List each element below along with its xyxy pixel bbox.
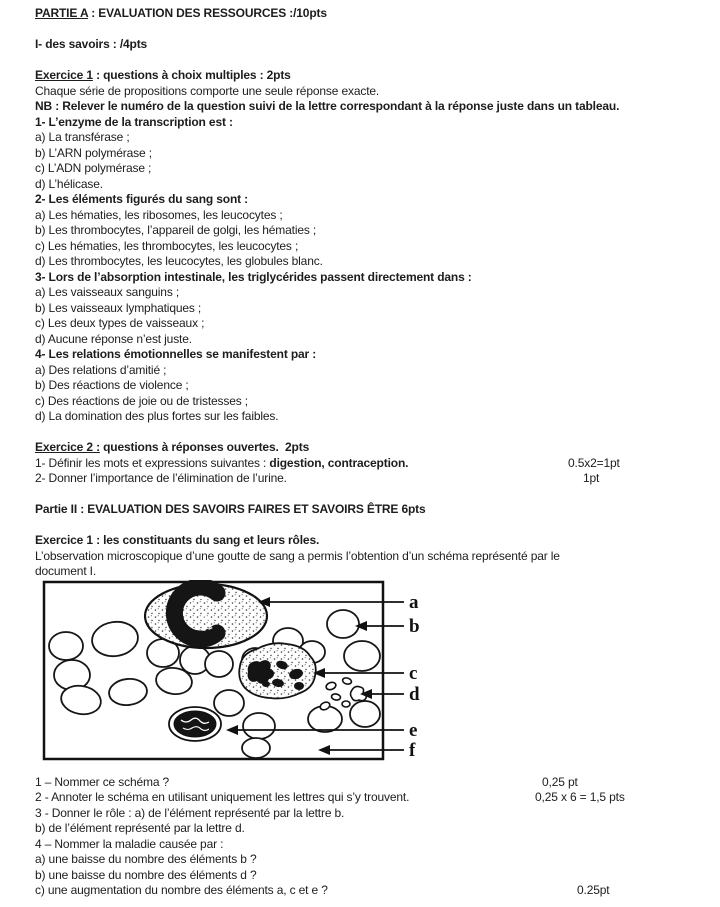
part2-question-3b — [35, 821, 696, 837]
mcq-q4-option-d: d) La domination des plus fortes sur les faibles. — [35, 409, 279, 423]
exercice2-item-2-text: 2- Donner l’importance de l’élimination de l’urine. — [35, 471, 287, 485]
diagram-label-f: f — [409, 739, 416, 761]
exercice2-item-1-text: 1- Définir les mots et expressions suivantes : — [35, 455, 270, 470]
exercice2-label: Exercice 2 : — [35, 440, 100, 454]
mcq-q4-option-c: c) Des réactions de joie ou de tristesses ; — [35, 393, 248, 408]
part2-question-3 — [35, 806, 696, 822]
part-a-heading-underlined: PARTIE A — [35, 6, 89, 20]
part2-question-4a-text: a) une baisse du nombre des éléments b ? — [35, 852, 257, 866]
mcq-q2-option-c: c) Les hématies, les thrombocytes, les leucocytes ; — [35, 238, 299, 253]
exercice2-item-1-terms: digestion, contraception. — [269, 455, 409, 470]
part-a-heading — [35, 6, 696, 22]
mcq-q3-stem: 3- Lors de l’absorption intestinale, les triglycérides passent directement dans : — [35, 269, 472, 284]
exercice1-nb-note: NB : Relever le numéro de la question suivi de la lettre correspondant à la réponse juste dans un tableau. — [35, 99, 620, 113]
diagram-label-e: e — [409, 719, 418, 741]
white-blood-cell-a — [145, 584, 267, 648]
diagram-label-c: c — [409, 662, 418, 684]
mcq-q2-option-d: d) Les thrombocytes, les leucocytes, les globules blanc. — [35, 254, 323, 268]
diagram-label-b: b — [409, 615, 420, 637]
mcq-q1-option-d: d) L’hélicase. — [35, 176, 103, 191]
white-blood-cell-c — [239, 643, 316, 698]
red-blood-cell — [214, 690, 244, 716]
white-blood-cell-e — [169, 707, 221, 741]
mcq-q3-option-d: d) Aucune réponse n’est juste. — [35, 331, 192, 346]
mcq-q1-option-b: b) L’ARN polymérase ; — [35, 145, 152, 160]
part2-question-4 — [35, 837, 696, 853]
mcq-q4-option-b: b) Des réactions de violence ; — [35, 378, 189, 392]
part2-question-1 — [35, 775, 696, 791]
mcq-q4-stem: 4- Les relations émotionnelles se manifestent par : — [35, 347, 317, 361]
part2-question-4b-text: b) une baisse du nombre des éléments d ? — [35, 867, 257, 882]
diagram-label-a: a — [409, 591, 419, 613]
mcq-q1-option-c: c) L’ADN polymérase ; — [35, 161, 152, 175]
red-blood-cell — [344, 641, 380, 671]
red-blood-cell — [49, 632, 83, 660]
part2-question-4a — [35, 852, 696, 868]
platelet — [342, 701, 350, 707]
exercice1-intro: Chaque série de propositions comporte une seule réponse exacte. — [35, 83, 380, 98]
part2-question-4-text: 4 – Nommer la maladie causée par : — [35, 836, 224, 851]
mcq-q2-stem: 2- Les éléments figurés du sang sont : — [35, 192, 249, 206]
exercice2-heading — [35, 440, 696, 456]
part2-question-4b — [35, 868, 696, 884]
part2-question-1-points: 0,25 pt — [542, 774, 578, 789]
exercice1-label: Exercice 1 — [35, 68, 93, 82]
exercice2-heading-rest: questions à réponses ouvertes. 2pts — [99, 440, 310, 454]
red-blood-cell — [242, 738, 270, 758]
diagram-label-d: d — [409, 683, 420, 705]
exercice1-heading — [35, 68, 696, 84]
mcq-q3-option-c: c) Les deux types de vaisseaux ; — [35, 316, 205, 330]
part2-question-3-text: 3 - Donner le rôle : a) de l’élément représenté par la lettre b. — [35, 805, 345, 820]
mcq-q2-option-a: a) Les hématies, les ribosomes, les leucocytes ; — [35, 207, 283, 222]
blood-smear-diagram — [35, 580, 475, 770]
document-i-figure — [35, 580, 696, 770]
part2-question-4c-points: 0.25pt — [577, 883, 610, 897]
exercice2-item-1-points: 0.5x2=1pt — [568, 455, 620, 470]
red-blood-cell-b — [327, 610, 359, 638]
part2-intro-line1: L’observation microscopique d’une goutte de sang a permis l’obtention d’un schéma représenté par le — [35, 548, 560, 563]
red-blood-cell — [350, 701, 380, 727]
savoirs-heading: I- des savoirs : /4pts — [35, 37, 148, 51]
mcq-q2-option-b: b) Les thrombocytes, l’appareil de golgi, les hématies ; — [35, 223, 317, 237]
part2-exercice1-heading: Exercice 1 : les constituants du sang et leurs rôles. — [35, 533, 320, 547]
part2-question-1-text: 1 – Nommer ce schéma ? — [35, 774, 170, 789]
exercice2-item-2 — [35, 471, 696, 487]
exercice1-heading-rest: : questions à choix multiples : 2pts — [92, 68, 291, 82]
red-blood-cell — [54, 660, 90, 690]
mcq-q4-option-a: a) Des relations d’amitié ; — [35, 362, 167, 377]
part-2-heading: Partie II : EVALUATION DES SAVOIRS FAIRES ET SAVOIRS ÊTRE 6pts — [35, 502, 426, 516]
red-blood-cell — [243, 713, 275, 739]
mcq-q3-option-a: a) Les vaisseaux sanguins ; — [35, 285, 180, 299]
mcq-q3-option-b: b) Les vaisseaux lymphatiques ; — [35, 300, 202, 315]
mcq-q1-option-a: a) La transférase ; — [35, 130, 130, 144]
part-a-heading-rest: : EVALUATION DES RESSOURCES :/10pts — [88, 6, 327, 20]
part2-question-4c-text: c) une augmentation du nombre des éléments a, c et e ? — [35, 883, 328, 897]
part2-question-2-points: 0,25 x 6 = 1,5 pts — [535, 790, 625, 804]
exercice2-item-2-points: 1pt — [583, 471, 600, 485]
exercice2-item-1 — [35, 456, 696, 472]
part2-question-3b-text: b) de l’élément représenté par la lettre d. — [35, 821, 245, 835]
part2-intro-line2: document I. — [35, 564, 97, 578]
part2-question-2 — [35, 790, 696, 806]
red-blood-cell — [205, 651, 233, 677]
part2-question-4c — [35, 883, 696, 899]
part2-question-2-text: 2 - Annoter le schéma en utilisant uniquement les lettres qui s’y trouvent. — [35, 790, 410, 804]
mcq-q1-stem: 1- L’enzyme de la transcription est : — [35, 114, 233, 129]
